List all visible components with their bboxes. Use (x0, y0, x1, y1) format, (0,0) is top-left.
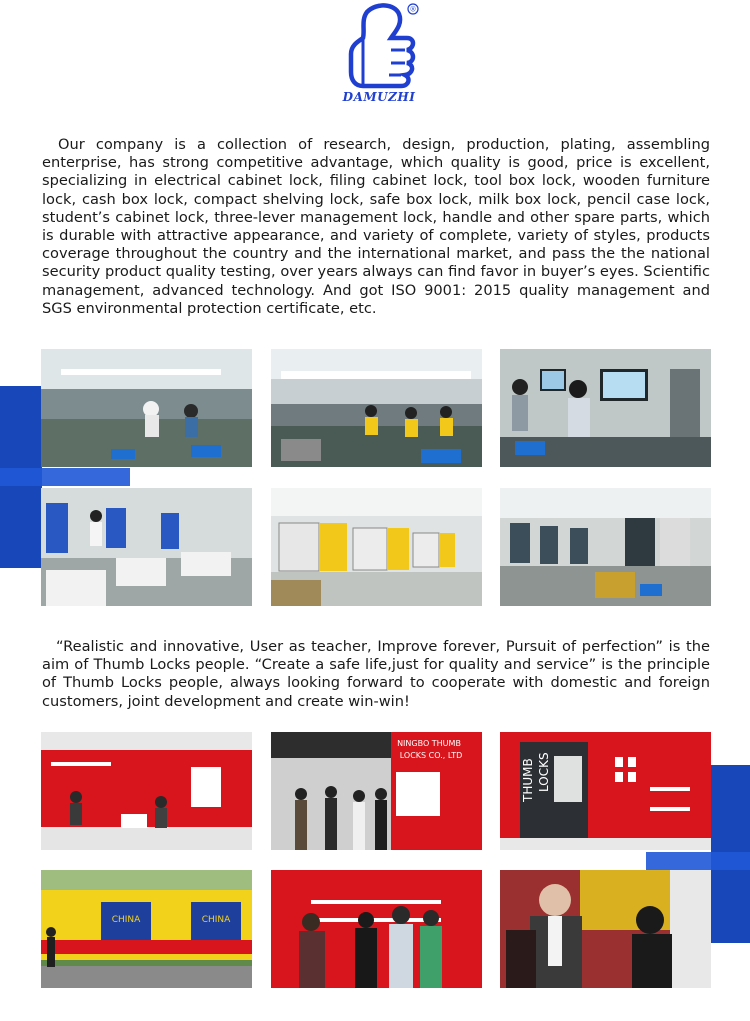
factory-photo-2 (271, 349, 482, 467)
right-accent-bar-inner (646, 852, 750, 870)
factory-photo-4 (41, 488, 252, 606)
svg-text:CHINA: CHINA (111, 915, 141, 925)
exhibition-photo-1 (41, 732, 252, 850)
exhibition-photo-3 (500, 732, 711, 850)
exhibition-photo-4 (41, 870, 252, 988)
factory-photo-6 (500, 488, 711, 606)
company-intro-text: Our company is a collection of research, design, production, plating, assembling enterprise, has strong competitive advantage, which quality is good, price is excellent, specializing in electrical cabinet lock, filing cabinet lock, tool box lock, wooden furniture lock, cash box lock, compact shelving lock, safe box lock, milk box lock, pencil case lock, student’s cabinet lock, three-lever management lock, handle and other spare parts, which is durable with attractive appearance, and variety of complete, variety of styles, products coverage throughout the country and the international market, and pass the the national security product quality testing, over years always can find favor in buyer’s eyes. Scientific management, advanced technology. And got ISO 9001: 2015 quality management and SGS environmental protection certificate, etc. (42, 136, 710, 317)
svg-text:LOCKS: LOCKS (537, 752, 551, 792)
exhibition-photo-5 (271, 870, 482, 988)
factory-photo-3 (500, 349, 711, 467)
company-philosophy-text: “Realistic and innovative, User as teacher, Improve forever, Pursuit of perfection” is the aim of Thumb Locks people. “Create a safe life,just for quality and service” is the principle of Thumb Locks people, always looking forward to cooperate with domestic and foreign customers, joint development and create win-win! (42, 638, 710, 710)
factory-photo-1 (41, 349, 252, 467)
factory-photo-5 (271, 488, 482, 606)
damuzhi-logo (333, 2, 425, 104)
brand-name: DAMUZHI (342, 90, 416, 104)
exhibition-photo-6 (500, 870, 711, 988)
registered-mark: ® (409, 5, 417, 14)
svg-text:THUMB: THUMB (521, 758, 535, 802)
svg-text:CHINA: CHINA (201, 915, 231, 925)
thumb-logo-icon (333, 2, 425, 104)
svg-text:LOCKS CO., LTD: LOCKS CO., LTD (399, 751, 463, 760)
left-accent-bar-inner (0, 468, 130, 486)
svg-text:NINGBO THUMB: NINGBO THUMB (397, 739, 461, 748)
exhibition-photo-2 (271, 732, 482, 850)
